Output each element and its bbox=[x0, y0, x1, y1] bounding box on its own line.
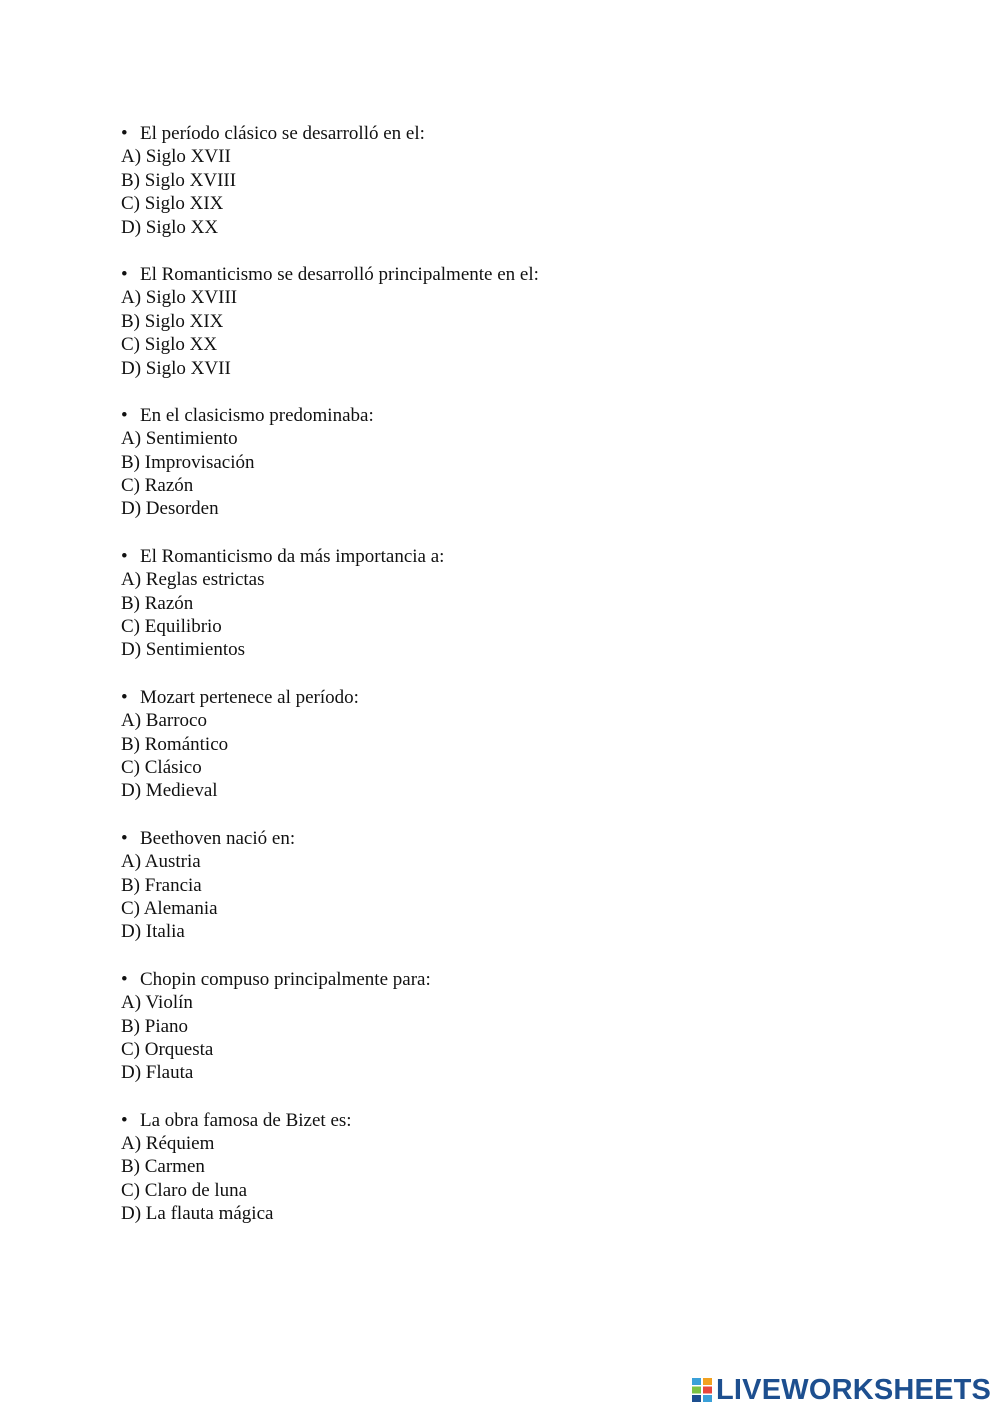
bullet-icon bbox=[121, 686, 140, 709]
question-text: Chopin compuso principalmente para: bbox=[140, 968, 431, 990]
bullet-icon bbox=[121, 545, 140, 568]
bullet-icon bbox=[121, 122, 140, 145]
question-stem bbox=[121, 545, 881, 568]
bullet-icon bbox=[121, 404, 140, 427]
answer-option[interactable]: D) La flauta mágica bbox=[121, 1203, 274, 1225]
answer-option[interactable]: A) Reglas estrictas bbox=[121, 569, 265, 591]
answer-option[interactable]: D) Siglo XVII bbox=[121, 357, 231, 379]
question-4 bbox=[121, 545, 881, 662]
answer-option[interactable]: D) Desorden bbox=[121, 498, 219, 520]
answer-option[interactable]: C) Claro de luna bbox=[121, 1179, 248, 1201]
question-stem bbox=[121, 122, 881, 145]
answer-option[interactable]: A) Réquiem bbox=[121, 1133, 215, 1155]
question-stem bbox=[121, 263, 881, 286]
answer-option[interactable]: D) Flauta bbox=[121, 1062, 194, 1084]
question-3 bbox=[121, 404, 881, 521]
question-stem bbox=[121, 1109, 881, 1132]
liveworksheets-logo-icon bbox=[692, 1378, 712, 1402]
question-stem bbox=[121, 968, 881, 991]
question-text: El período clásico se desarrolló en el: bbox=[140, 123, 425, 144]
answer-option[interactable]: C) Razón bbox=[121, 475, 194, 497]
answer-option[interactable]: D) Italia bbox=[121, 921, 185, 943]
question-text: En el clasicismo predominaba: bbox=[140, 404, 374, 426]
question-stem bbox=[121, 827, 881, 850]
question-1 bbox=[121, 122, 881, 239]
answer-option[interactable]: C) Equilibrio bbox=[121, 616, 222, 638]
answer-option[interactable]: D) Medieval bbox=[121, 780, 218, 802]
question-7 bbox=[121, 968, 881, 1085]
answer-option[interactable]: A) Austria bbox=[121, 851, 201, 873]
answer-option[interactable]: B) Improvisación bbox=[121, 451, 255, 473]
answer-option[interactable]: A) Siglo XVII bbox=[121, 146, 231, 168]
answer-option[interactable]: A) Sentimiento bbox=[121, 428, 238, 450]
bullet-icon bbox=[121, 1109, 140, 1132]
answer-option[interactable]: B) Romántico bbox=[121, 733, 229, 755]
question-text: El Romanticismo se desarrolló principalmente en el: bbox=[140, 263, 539, 285]
answer-option[interactable]: C) Siglo XX bbox=[121, 334, 218, 356]
liveworksheets-logo bbox=[692, 1374, 991, 1406]
answer-option[interactable]: D) Sentimientos bbox=[121, 639, 246, 661]
quiz-question-list bbox=[121, 122, 881, 1250]
answer-option[interactable]: B) Carmen bbox=[121, 1156, 205, 1178]
question-stem bbox=[121, 404, 881, 427]
question-text: El Romanticismo da más importancia a: bbox=[140, 545, 445, 567]
question-8 bbox=[121, 1109, 881, 1226]
answer-option[interactable]: C) Clásico bbox=[121, 756, 202, 778]
question-6 bbox=[121, 827, 881, 944]
answer-option[interactable]: B) Razón bbox=[121, 592, 194, 614]
answer-option[interactable]: B) Siglo XIX bbox=[121, 310, 224, 332]
logo-text: LIVEWORKSHEETS bbox=[716, 1374, 992, 1406]
question-2 bbox=[121, 263, 881, 380]
bullet-icon bbox=[121, 827, 140, 850]
question-text: La obra famosa de Bizet es: bbox=[140, 1109, 352, 1131]
answer-option[interactable]: B) Piano bbox=[121, 1015, 189, 1037]
question-5 bbox=[121, 686, 881, 803]
question-stem bbox=[121, 686, 881, 709]
answer-option[interactable]: A) Violín bbox=[121, 992, 193, 1014]
answer-option[interactable]: D) Siglo XX bbox=[121, 216, 219, 238]
answer-option[interactable]: B) Siglo XVIII bbox=[121, 169, 237, 191]
question-text: Mozart pertenece al período: bbox=[140, 686, 359, 708]
bullet-icon bbox=[121, 263, 140, 286]
answer-option[interactable]: C) Orquesta bbox=[121, 1038, 214, 1060]
answer-option[interactable]: A) Barroco bbox=[121, 710, 207, 732]
answer-option[interactable]: A) Siglo XVIII bbox=[121, 287, 238, 309]
bullet-icon bbox=[121, 968, 140, 991]
question-text: Beethoven nació en: bbox=[140, 827, 296, 849]
answer-option[interactable]: C) Siglo XIX bbox=[121, 193, 224, 215]
answer-option[interactable]: B) Francia bbox=[121, 874, 202, 896]
answer-option[interactable]: C) Alemania bbox=[121, 897, 218, 919]
